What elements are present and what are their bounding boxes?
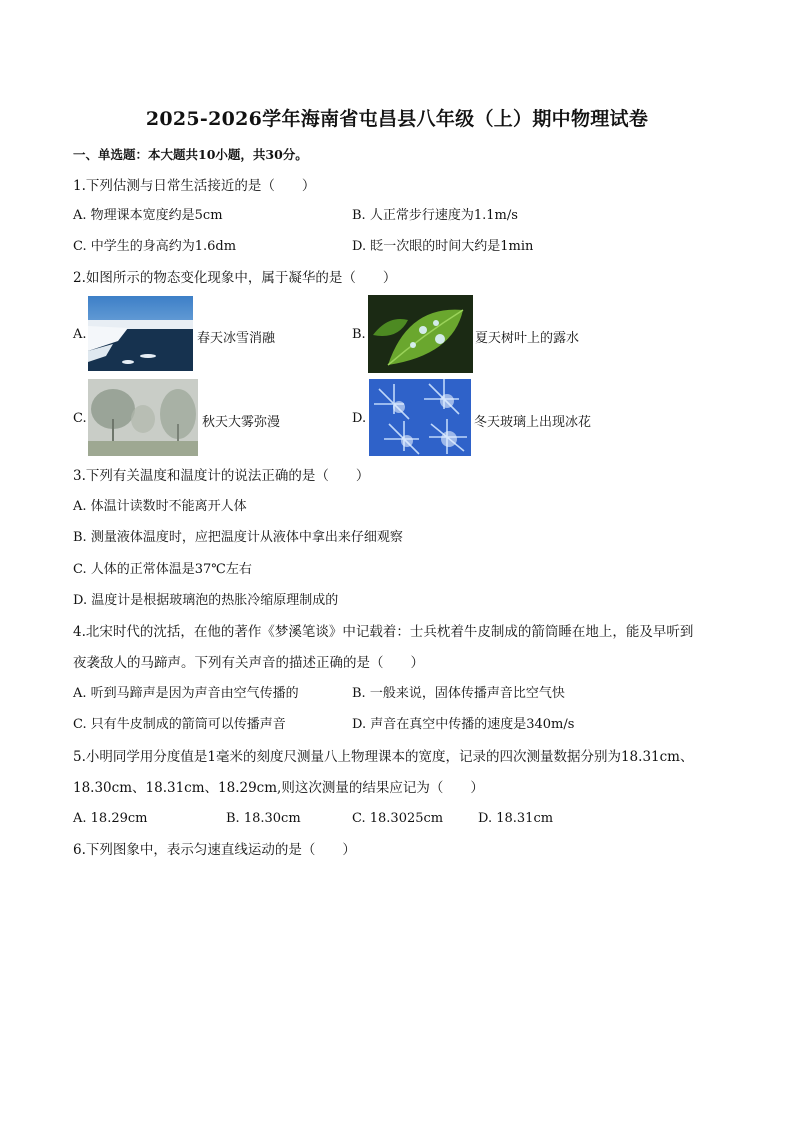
q1-option-b: B. 人正常步行速度为1.1m/s xyxy=(352,208,518,223)
q1-option-c: C. 中学生的身高约为1.6dm xyxy=(73,239,237,254)
q3-option-c: C. 人体的正常体温是37℃左右 xyxy=(73,562,252,577)
q5-option-d: D. 18.31cm xyxy=(478,811,554,826)
q2-option-a-caption: 春天冰雪消融 xyxy=(197,331,276,346)
q5-stem-line2: 18.30cm、18.31cm、18.29cm,则这次测量的结果应记为（ ） xyxy=(73,780,484,796)
q3-stem: 3.下列有关温度和温度计的说法正确的是（ ） xyxy=(73,468,370,484)
q4-option-d: D. 声音在真空中传播的速度是340m/s xyxy=(352,717,575,732)
q1-option-a: A. 物理课本宽度约是5cm xyxy=(73,208,223,223)
q5-option-c: C. 18.3025cm xyxy=(352,811,444,826)
q4-option-b: B. 一般来说，固体传播声音比空气快 xyxy=(352,686,565,701)
leaf-dew-image xyxy=(368,295,473,373)
q2-option-c-caption: 秋天大雾弥漫 xyxy=(202,415,281,430)
q5-option-a: A. 18.29cm xyxy=(73,811,148,826)
q4-option-a: A. 听到马蹄声是因为声音由空气传播的 xyxy=(73,686,299,701)
section-heading: 一、单选题：本大题共10小题，共30分。 xyxy=(73,147,308,162)
q4-stem-line2: 夜袭敌人的马蹄声。下列有关声音的描述正确的是（ ） xyxy=(73,655,424,671)
snow-melting-image xyxy=(88,296,193,371)
q1-stem: 1.下列估测与日常生活接近的是（ ） xyxy=(73,178,316,194)
q2-stem: 2.如图所示的物态变化现象中，属于凝华的是（ ） xyxy=(73,270,397,286)
q5-option-b: B. 18.30cm xyxy=(226,811,301,826)
q2-option-a-label: A. xyxy=(73,327,87,342)
q3-option-b: B. 测量液体温度时，应把温度计从液体中拿出来仔细观察 xyxy=(73,530,403,545)
q4-stem-line1: 4.北宋时代的沈括，在他的著作《梦溪笔谈》中记载着：士兵枕着牛皮制成的箭筒睡在地上，能及早听到 xyxy=(73,624,694,640)
exam-title: 2025-2026学年海南省屯昌县八年级（上）期中物理试卷 xyxy=(145,108,649,130)
q3-option-d: D. 温度计是根据玻璃泡的热胀冷缩原理制成的 xyxy=(73,593,339,608)
q3-option-a: A. 体温计读数时不能离开人体 xyxy=(73,499,247,514)
q2-option-b-caption: 夏天树叶上的露水 xyxy=(475,331,580,346)
q4-option-c: C. 只有牛皮制成的箭筒可以传播声音 xyxy=(73,717,286,732)
q6-stem: 6.下列图象中，表示匀速直线运动的是（ ） xyxy=(73,842,356,858)
q1-option-d: D. 眨一次眼的时间大约是1min xyxy=(352,239,534,254)
ice-flower-image xyxy=(369,379,471,456)
q2-option-c-label: C. xyxy=(73,411,87,426)
q5-stem-line1: 5.小明同学用分度值是1毫米的刻度尺测量八上物理课本的宽度，记录的四次测量数据分别为18.31cm、 xyxy=(73,749,694,765)
fog-image xyxy=(88,379,198,456)
q2-option-b-label: B. xyxy=(352,327,366,342)
q2-option-d-caption: 冬天玻璃上出现冰花 xyxy=(474,415,592,430)
q2-option-d-label: D. xyxy=(352,411,367,426)
